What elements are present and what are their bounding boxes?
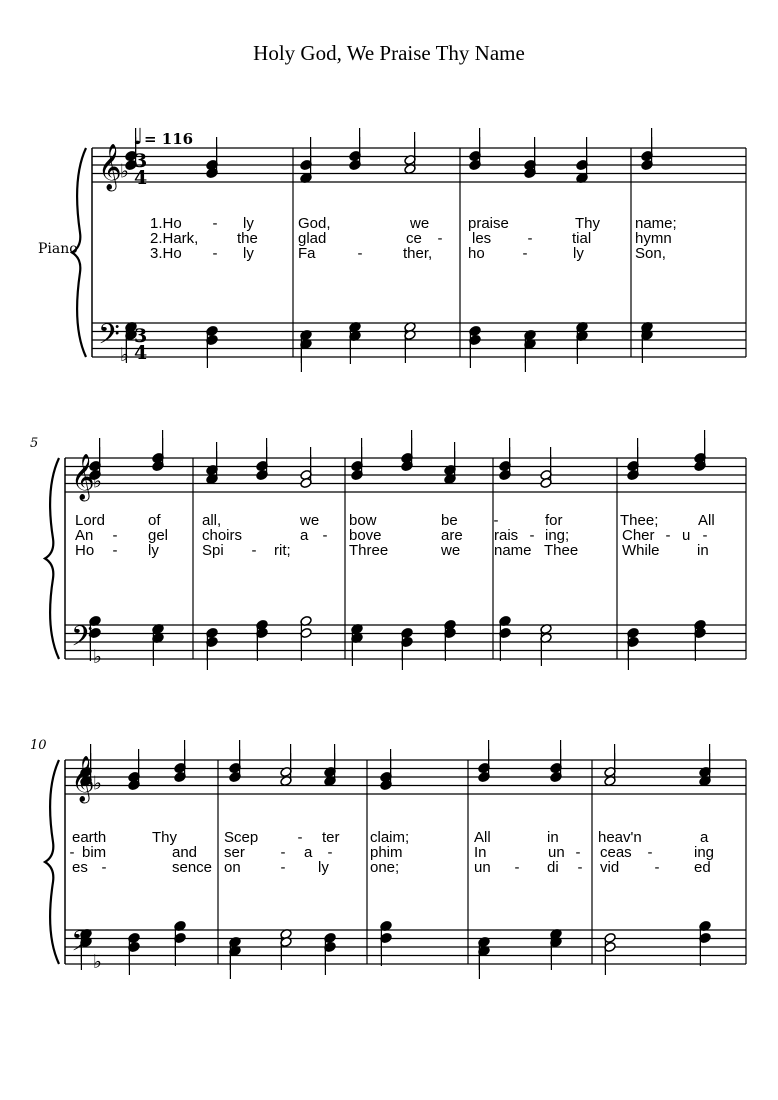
note [380, 932, 393, 966]
lyric-syllable: one; [370, 859, 400, 876]
bass-clef-icon: 𝄢 [98, 318, 120, 358]
lyric-syllable: ed [694, 859, 711, 876]
lyric-syllable: 2.Hark, [150, 230, 199, 247]
lyric-syllable: di [547, 859, 559, 876]
lyric-syllable: name; [635, 215, 677, 232]
measure-number: 5 [30, 436, 39, 451]
lyric-syllable: ing; [545, 527, 570, 544]
lyric-syllable: - [322, 527, 328, 544]
treble-clef-icon: 𝄞 [98, 144, 122, 190]
flat-icon: ♭ [120, 160, 129, 183]
note [256, 627, 269, 661]
lyric-syllable: glad [298, 230, 327, 247]
time-signature-top: 3 [134, 325, 148, 347]
lyric-syllable: - [212, 215, 218, 232]
lyric-syllable: in [547, 829, 559, 846]
note [604, 941, 617, 975]
lyric-syllable: phim [370, 844, 403, 861]
lyric-syllable: ther, [403, 245, 433, 262]
flat-icon: ♭ [93, 772, 102, 795]
lyric-syllable: - [69, 844, 75, 861]
lyric-syllable: ce [406, 230, 422, 247]
lyric-syllable: - [527, 230, 533, 247]
note [540, 632, 553, 666]
lyric-syllable: Ho [75, 542, 95, 559]
time-signature-bottom: 4 [134, 167, 148, 189]
lyric-syllable: Son, [635, 245, 666, 262]
note [128, 941, 141, 975]
lyric-syllable: Thee; [620, 512, 659, 529]
note [206, 636, 219, 670]
note [641, 329, 654, 363]
note [324, 941, 337, 975]
lyric-syllable: all, [202, 512, 222, 529]
lyric-syllable: ly [243, 245, 254, 262]
lyric-syllable: ly [318, 859, 329, 876]
lyric-syllable: hymn [635, 230, 672, 247]
note [576, 330, 589, 364]
lyric-syllable: In [474, 844, 487, 861]
lyric-syllable: a [700, 829, 709, 846]
note [351, 632, 364, 666]
lyric-syllable: Lord [75, 512, 106, 529]
lyric-syllable: - [577, 859, 583, 876]
lyric-syllable: are [441, 527, 463, 544]
note [499, 627, 512, 661]
lyric-syllable: Thee [544, 542, 579, 559]
lyric-syllable: An [75, 527, 94, 544]
time-signature-bottom: 4 [134, 342, 148, 364]
lyric-syllable: un [548, 844, 565, 861]
note [300, 338, 313, 372]
lyric-syllable: - [251, 542, 257, 559]
lyric-syllable: All [698, 512, 715, 529]
tempo-note-icon: ♩ [133, 125, 144, 150]
lyric-syllable: ing [694, 844, 715, 861]
note [229, 945, 242, 979]
lyric-syllable: on [224, 859, 241, 876]
lyric-syllable: we [300, 512, 320, 529]
lyric-syllable: - [101, 859, 107, 876]
lyric-syllable: - [212, 245, 218, 262]
flat-icon: ♭ [93, 951, 102, 973]
lyric-syllable: choirs [202, 527, 243, 544]
note [300, 627, 313, 661]
lyric-syllable: ly [148, 542, 159, 559]
lyric-syllable: - [702, 527, 708, 544]
lyric-syllable: ceas [600, 844, 632, 861]
lyric-syllable: we [410, 215, 430, 232]
lyric-syllable: ser [224, 844, 245, 861]
lyric-syllable: - [654, 859, 660, 876]
lyric-syllable: the [237, 230, 258, 247]
lyric-syllable: - [112, 542, 118, 559]
flat-icon: ♭ [93, 470, 102, 493]
lyric-syllable: tial [572, 230, 592, 247]
lyric-syllable: ly [243, 215, 254, 232]
note [694, 627, 707, 661]
lyric-syllable: sence [172, 859, 213, 876]
note [349, 330, 362, 364]
lyric-syllable: Scep [224, 829, 259, 846]
lyric-syllable: we [441, 542, 461, 559]
lyric-syllable: of [148, 512, 161, 529]
note [152, 632, 165, 666]
lyric-syllable: - [112, 527, 118, 544]
note [469, 334, 482, 368]
lyric-syllable: rit; [274, 542, 291, 559]
note [627, 636, 640, 670]
lyric-syllable: bove [349, 527, 382, 544]
lyric-syllable: es [72, 859, 88, 876]
lyric-syllable: heav'n [598, 829, 642, 846]
lyric-syllable: Thy [152, 829, 178, 846]
lyric-syllable: - [665, 527, 671, 544]
lyric-syllable: - [575, 844, 581, 861]
page-title: Holy God, We Praise Thy Name [253, 41, 525, 65]
lyric-syllable: les [472, 230, 492, 247]
instrument-label: Piano [38, 241, 78, 257]
lyric-syllable: vid [600, 859, 620, 876]
bass-clef-icon: 𝄢 [71, 620, 93, 660]
note [444, 627, 457, 661]
lyric-syllable: Cher [622, 527, 655, 544]
lyric-syllable: claim; [370, 829, 410, 846]
lyric-syllable: be [441, 512, 458, 529]
treble-clef-icon: 𝄞 [71, 454, 95, 500]
note [206, 334, 219, 368]
lyric-syllable: 3.Ho [150, 245, 182, 262]
note [524, 338, 537, 372]
lyric-syllable: - [437, 230, 443, 247]
lyric-syllable: a [304, 844, 313, 861]
tempo-marking: = 116 [144, 130, 194, 148]
note [404, 329, 417, 363]
note [550, 936, 563, 970]
time-signature-top: 3 [134, 150, 148, 172]
lyric-syllable: God, [298, 215, 331, 232]
note [280, 936, 293, 970]
lyric-syllable: While [622, 542, 660, 559]
note [478, 945, 491, 979]
lyric-syllable: gel [148, 527, 169, 544]
lyric-syllable: in [697, 542, 709, 559]
lyric-syllable: Three [349, 542, 389, 559]
lyric-syllable: bim [82, 844, 107, 861]
lyric-syllable: bow [349, 512, 377, 529]
lyric-syllable: Thy [575, 215, 601, 232]
measure-number: 10 [30, 738, 47, 753]
lyric-syllable: ter [322, 829, 340, 846]
lyric-syllable: All [474, 829, 491, 846]
note [174, 932, 187, 966]
lyric-syllable: for [545, 512, 563, 529]
lyric-syllable: - [514, 859, 520, 876]
lyric-syllable: - [647, 844, 653, 861]
lyric-syllable: - [297, 829, 303, 846]
lyric-syllable: Fa [298, 245, 316, 262]
bass-clef-icon: 𝄢 [71, 925, 93, 965]
brace [45, 458, 59, 659]
lyric-syllable: a [300, 527, 309, 544]
brace [45, 760, 59, 964]
note [401, 636, 414, 670]
lyric-syllable: - [280, 859, 286, 876]
lyric-syllable: un [474, 859, 491, 876]
lyric-syllable: praise [468, 215, 509, 232]
lyric-syllable: rais [494, 527, 519, 544]
lyric-syllable: and [172, 844, 198, 861]
lyric-syllable: - [357, 245, 363, 262]
lyric-syllable: ho [468, 245, 485, 262]
lyric-syllable: ly [573, 245, 584, 262]
lyric-syllable: u [682, 527, 691, 544]
lyric-syllable: 1.Ho [150, 215, 182, 232]
lyric-syllable: earth [72, 829, 107, 846]
lyric-syllable: name [494, 542, 532, 559]
lyric-syllable: - [327, 844, 333, 861]
lyric-syllable: - [493, 512, 499, 529]
note [699, 932, 712, 966]
lyric-syllable: - [522, 245, 528, 262]
flat-icon: ♭ [120, 344, 129, 366]
lyric-syllable: - [529, 527, 535, 544]
treble-clef-icon: 𝄞 [71, 756, 95, 802]
lyric-syllable: Spi [202, 542, 224, 559]
lyric-syllable: - [280, 844, 286, 861]
flat-icon: ♭ [93, 646, 102, 668]
